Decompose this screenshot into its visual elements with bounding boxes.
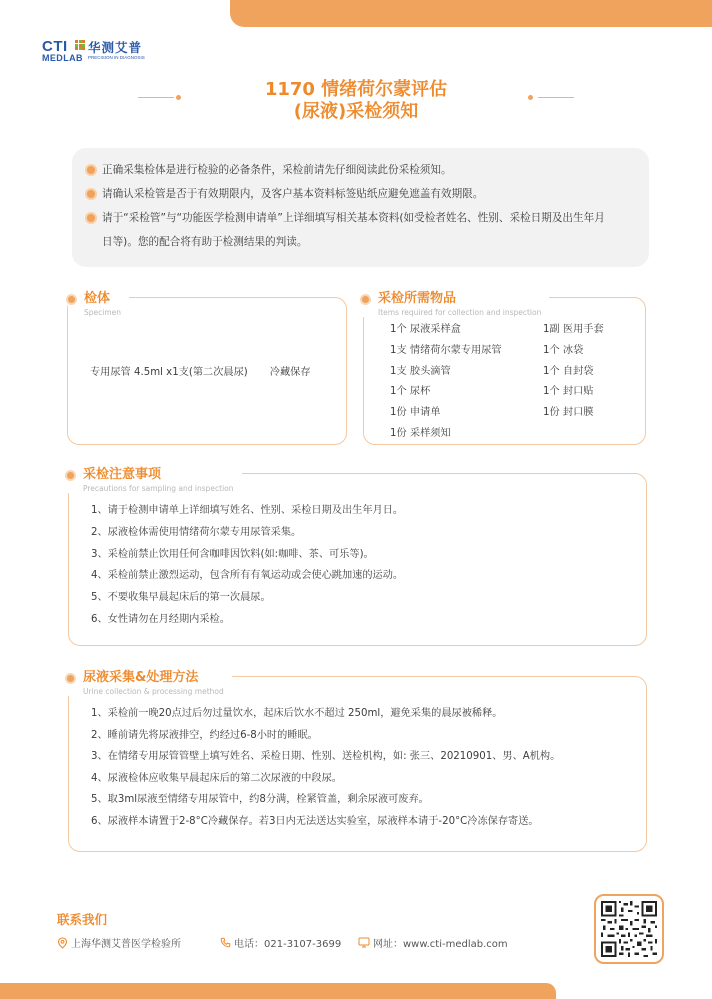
- section-title: 采检所需物品: [378, 291, 457, 306]
- list-item: 1、请于检测申请单上详细填写姓名、性别、采检日期及出生年月日。: [91, 505, 404, 516]
- supply-list-right: [543, 320, 604, 424]
- supply-item: 1份 封口膜: [543, 407, 594, 419]
- specimen-section: [67, 291, 347, 445]
- specimen-row: [90, 363, 311, 378]
- logo-tagline: PRECISION IN DIAGNOSIS: [88, 55, 145, 60]
- logo-chinese-name: 华测艾普: [88, 40, 143, 55]
- section-dot-icon: [67, 675, 74, 682]
- top-accent-bar: [230, 0, 712, 27]
- notice-item-continued: 日等)。您的配合将有助于检测结果的判读。: [102, 236, 308, 248]
- list-item: 5、取3ml尿液至情绪专用尿管中，约8分满，栓紧管盖，剩余尿液可废弃。: [91, 794, 429, 806]
- method-section: [68, 670, 647, 852]
- list-item: 3、在情绪专用尿管管壁上填写姓名、采检日期、性别、送检机构，如: 张三、20210901、男、A机构。: [91, 751, 561, 763]
- contact-website: 网址：www.cti-medlab.com: [358, 935, 508, 950]
- title-dot-right: [528, 95, 533, 100]
- supply-item: 1个 尿液采样盒: [390, 324, 461, 335]
- contact-address: 上海华测艾普医学检验所: [57, 935, 181, 950]
- method-list: [91, 703, 560, 833]
- supply-item: 1支 胶头滴管: [390, 365, 451, 377]
- notice-item: 正确采集检体是进行检验的必备条件，采检前请先仔细阅读此份采检须知。: [86, 158, 635, 182]
- qr-code-icon: [601, 901, 657, 957]
- bullet-icon: [87, 214, 95, 222]
- section-subtitle: Specimen: [84, 308, 122, 317]
- list-item: 2、尿液检体需使用情绪荷尔蒙专用尿管采集。: [91, 526, 302, 538]
- section-title: 检体: [84, 291, 111, 306]
- supply-item: 1副 医用手套: [543, 324, 604, 335]
- location-pin-icon: [57, 937, 68, 949]
- section-dot-icon: [67, 472, 74, 479]
- phone-icon: [220, 937, 231, 948]
- supply-item: 1份 申请单: [390, 407, 441, 419]
- list-item: 6、女性请勿在月经期内采检。: [91, 613, 230, 625]
- specimen-storage: 冷藏保存: [269, 367, 311, 378]
- logo-cti-text: CTI: [42, 38, 68, 55]
- logo-grid-icon: [75, 40, 85, 50]
- contact-phone: 电话：021-3107-3699: [220, 935, 341, 950]
- page-title-line2: (尿液)采检须知: [293, 101, 419, 122]
- notice-item: 请确认采检管是否于有效期限内，及客户基本资料标签贴纸应避免遮盖有效期限。: [86, 182, 635, 206]
- qr-code[interactable]: [594, 894, 664, 964]
- section-header: [68, 290, 129, 317]
- supply-item: 1个 冰袋: [543, 344, 584, 356]
- section-subtitle: Items required for collection and inspection: [378, 308, 542, 317]
- bullet-icon: [87, 190, 95, 198]
- title-divider-right: [538, 97, 574, 98]
- section-header: [67, 669, 232, 696]
- section-title: 采检注意事项: [83, 467, 162, 482]
- list-item: 3、采检前禁止饮用任何含咖啡因饮料(如:咖啡、茶、可乐等)。: [91, 548, 374, 560]
- section-dot-icon: [68, 296, 75, 303]
- list-item: 1、采检前一晚20点过后勿过量饮水，起床后饮水不超过 250ml，避免采集的晨尿被稀释。: [91, 708, 503, 719]
- supplies-section: [363, 291, 646, 445]
- section-subtitle: Urine collection & processing method: [83, 687, 224, 696]
- list-item: 2、睡前请先将尿液排空，约经过6-8小时的睡眠。: [91, 729, 318, 741]
- monitor-icon: [358, 937, 370, 948]
- precautions-list: [91, 500, 403, 631]
- title-dot-left: [176, 95, 181, 100]
- supply-item: 1个 自封袋: [543, 365, 594, 377]
- section-title: 尿液采集&处理方法: [83, 670, 199, 685]
- contact-title: 联系我们: [57, 912, 108, 927]
- logo-medlab-text: MEDLAB: [42, 53, 83, 63]
- title-divider-left: [138, 97, 174, 98]
- section-header: [67, 466, 242, 493]
- list-item: 6、尿液样本请置于2-8°C冷藏保存。若3日内无法送达实验室，尿液样本请于-20°C冷冻保存寄送。: [91, 815, 539, 827]
- list-item: 4、采检前禁止激烈运动，包含所有有氧运动或会使心跳加速的运动。: [91, 570, 404, 582]
- notice-panel: [72, 148, 649, 267]
- supply-item: 1份 采样须知: [390, 427, 451, 439]
- supply-list-left: [390, 320, 502, 445]
- list-item: 4、尿液检体应收集早晨起床后的第二次尿液的中段尿。: [91, 772, 342, 784]
- bottom-accent-bar: [0, 983, 556, 999]
- section-subtitle: Precautions for sampling and inspection: [83, 484, 234, 493]
- section-header: [362, 290, 549, 317]
- bullet-icon: [87, 166, 95, 174]
- supply-item: 1个 封口贴: [543, 386, 594, 398]
- precautions-section: [68, 467, 647, 646]
- specimen-item: 专用尿管 4.5ml x1支(第二次晨尿): [90, 367, 248, 378]
- company-logo: [42, 38, 162, 64]
- list-item: 5、不要收集早晨起床后的第一次晨尿。: [91, 592, 271, 604]
- notice-item: 请于“采检管”与“功能医学检测申请单”上详细填写相关基本资料(如受检者姓名、性别、采检日期及出生年月: [86, 206, 635, 230]
- supply-item: 1支 情绪荷尔蒙专用尿管: [390, 344, 502, 356]
- section-dot-icon: [362, 296, 369, 303]
- page-title-line1: 1170 情绪荷尔蒙评估: [264, 79, 448, 100]
- supply-item: 1个 尿杯: [390, 386, 431, 398]
